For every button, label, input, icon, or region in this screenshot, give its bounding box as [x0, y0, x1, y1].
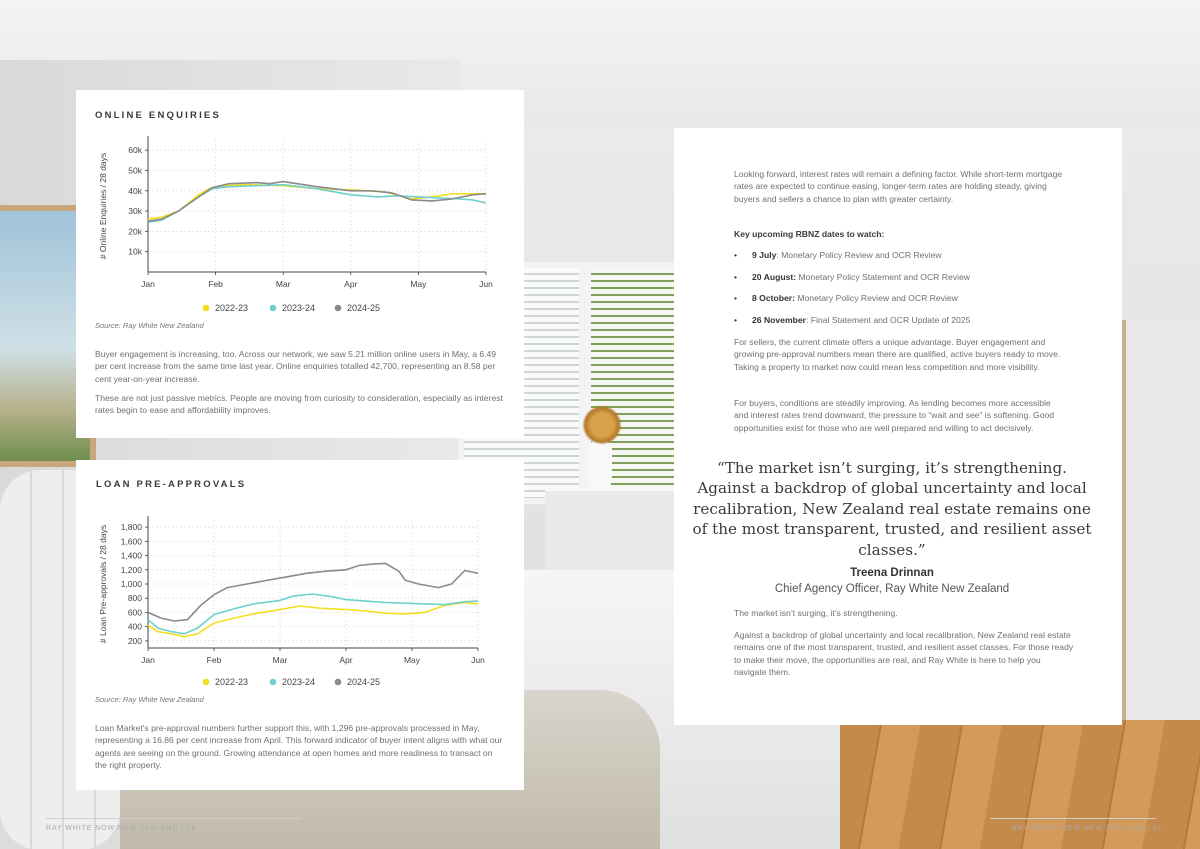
rbnz-date-item: • 20 August: Monetary Policy Statement and OCR Review	[734, 272, 970, 282]
rbnz-date-item: • 26 November: Final Statement and OCR Update of 2025	[734, 315, 971, 325]
x-tick-label: May	[403, 655, 421, 665]
legend-label: 2022-23	[215, 303, 249, 313]
legend-marker	[203, 305, 210, 312]
y-tick-label: 30k	[128, 206, 142, 217]
online-enquiries-paragraph-2: These are not just passive metrics. People are moving from curiosity to consideration, especially as interest rates begin to ease and affordability improves.	[95, 393, 503, 416]
loan-preapprovals-chart	[76, 500, 524, 700]
online-enquiries-chart	[76, 130, 524, 330]
x-tick-label: Feb	[208, 279, 223, 289]
y-tick-label: 10k	[128, 246, 142, 257]
loan-preapprovals-source: Source: Ray White New Zealand	[95, 695, 204, 704]
series-line-2022-23	[148, 185, 486, 220]
series-line-2024-25	[148, 182, 486, 222]
footer-right: RAY WHITE NOW NEW ZEALAND | 17	[1012, 825, 1163, 832]
sellers-paragraph: For sellers, the current climate offers a unique advantage. Buyer engagement and growing pre-approval numbers mean there are qualified, active buyers ready to move. Taking a property to market now could mean less competition and more visibility.	[734, 337, 1061, 372]
floor-mirror	[1120, 320, 1200, 780]
x-tick-label: Mar	[275, 279, 291, 289]
x-tick-label: Jun	[479, 279, 493, 289]
legend-marker	[270, 679, 277, 686]
online-enquiries-paragraph-1: Buyer engagement is increasing, too. Across our network, we saw 5.21 million online users in May, a 6.49 per cent increase from the same time last year. Online enquiries totalled 42,700, representing an 8.58 per cent year-on-year increase.	[95, 349, 497, 384]
x-tick-label: Jun	[471, 655, 485, 665]
closing-line: The market isn’t surging, it’s strengthening.	[734, 608, 898, 618]
legend-label: 2023-24	[282, 303, 316, 313]
footer-rule-right	[990, 818, 1156, 819]
loan-preapprovals-title: LOAN PRE-APPROVALS	[96, 479, 247, 490]
legend-marker	[335, 679, 342, 686]
y-tick-label: 200	[127, 635, 142, 646]
dried-flowers	[582, 405, 622, 445]
outlook-intro: Looking forward, interest rates will remain a defining factor. While short-term mortgage rates are expected to continue easing, longer-term rates are holding steady, giving buyers and sellers a chance to plan with greater certainty.	[734, 169, 1063, 204]
x-tick-label: Feb	[206, 655, 222, 665]
rbnz-date-item: • 9 July: Monetary Policy Review and OCR Review	[734, 250, 942, 260]
x-tick-label: Mar	[272, 655, 288, 665]
legend-label: 2022-23	[215, 677, 249, 687]
pull-quote: “The market isn’t surging, it’s strengthening. Against a backdrop of global uncertainty and local recalibration, New Zealand real estate remains one of the most transparent, trusted, and resilient asset classes.”	[692, 459, 1092, 559]
y-tick-label: 40k	[128, 185, 142, 196]
quote-author-role: Chief Agency Officer, Ray White New Zealand	[774, 583, 1010, 595]
legend-label: 2024-25	[347, 677, 381, 687]
y-axis-label: # Loan Pre-approvals / 28 days	[98, 524, 108, 644]
online-enquiries-card	[76, 90, 524, 438]
footer-rule-left	[46, 818, 300, 819]
x-tick-label: Apr	[344, 279, 358, 289]
closing-paragraph: Against a backdrop of global uncertainty and local recalibration, New Zealand real estate remains one of the most transparent, trusted, and resilient asset classes. For those ready to make their move, the opportunities are real, and Ray White is here to help you navigate them.	[734, 630, 1074, 678]
quote-author-name: Treena Drinnan	[850, 567, 934, 579]
vase	[588, 440, 612, 488]
y-tick-label: 60k	[128, 145, 142, 156]
y-tick-label: 1,200	[120, 564, 142, 575]
legend-marker	[270, 305, 277, 312]
series-line-2022-23	[148, 603, 478, 637]
online-enquiries-source: Source: Ray White New Zealand	[95, 321, 204, 330]
y-tick-label: 600	[127, 607, 142, 618]
loan-preapprovals-card	[76, 460, 524, 790]
rbnz-dates-heading: Key upcoming RBNZ dates to watch:	[734, 229, 885, 239]
footer-left: RAY WHITE NOW NEW ZEALAND | 16	[46, 825, 197, 832]
online-enquiries-title: ONLINE ENQUIRIES	[95, 110, 221, 121]
series-line-2023-24	[148, 185, 486, 223]
y-tick-label: 800	[127, 593, 142, 604]
y-tick-label: 20k	[128, 226, 142, 237]
legend-marker	[203, 679, 210, 686]
y-tick-label: 1,000	[120, 579, 142, 589]
y-tick-label: 1,400	[120, 550, 142, 561]
x-tick-label: Apr	[339, 655, 353, 665]
legend-label: 2024-25	[347, 303, 381, 313]
x-tick-label: Jan	[141, 655, 155, 665]
y-tick-label: 50k	[128, 165, 142, 176]
rbnz-date-item: • 8 October: Monetary Policy Review and OCR Review	[734, 293, 958, 303]
series-line-2023-24	[148, 594, 478, 634]
x-tick-label: Jan	[141, 279, 155, 289]
y-tick-label: 400	[127, 621, 142, 632]
y-axis-label: # Online Enquiries / 28 days	[98, 152, 108, 260]
legend-marker	[335, 305, 342, 312]
loan-preapprovals-paragraph: Loan Market's pre-approval numbers further support this, with 1,296 pre-approvals processed in May, representing a 16.86 per cent increase from April. This forward indicator of buyer intent aligns with what our agents are seeing on the ground. Growing attendance at open homes and more readiness to transact on the right property.	[95, 723, 503, 771]
buyers-paragraph: For buyers, conditions are steadily improving. As lending becomes more accessible and interest rates trend downward, the pressure to “wait and see” is softening. Good opportunities exist for those who are well prepared and willing to act decisively.	[734, 398, 1055, 433]
y-tick-label: 1,800	[120, 522, 142, 533]
legend-label: 2023-24	[282, 677, 316, 687]
x-tick-label: May	[410, 279, 427, 289]
y-tick-label: 1,600	[120, 536, 142, 547]
